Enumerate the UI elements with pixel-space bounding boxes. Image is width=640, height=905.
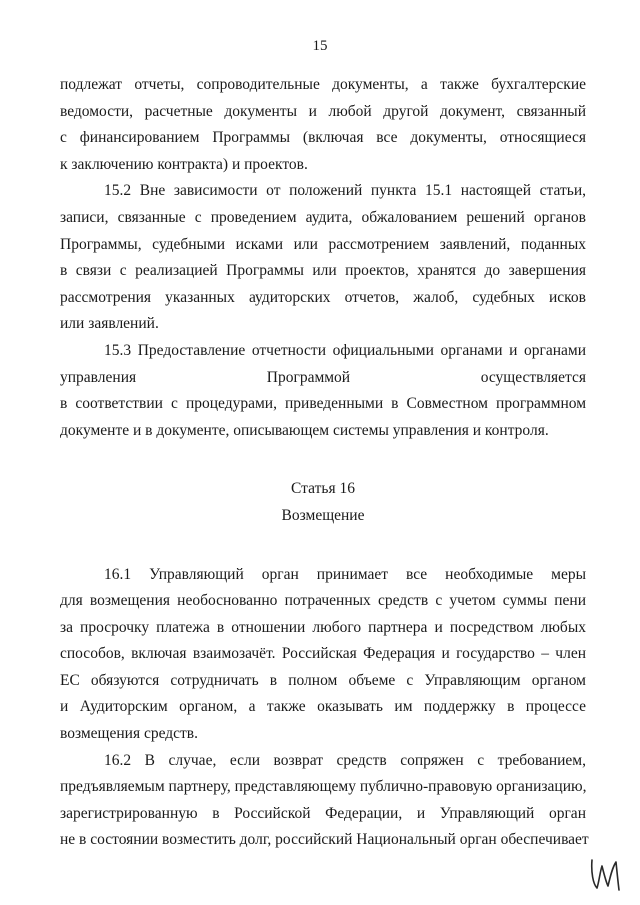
- text-line: 16.1 Управляющий орган принимает все необходимые меры: [104, 565, 586, 583]
- text-line: ведомости, расчетные документы и любой другой документ, связанный: [60, 102, 586, 120]
- text-line: или заявлений.: [60, 315, 159, 333]
- article-title: Возмещение: [281, 506, 365, 524]
- text-line: документе и в документе, описывающем системы управления и контроля.: [60, 421, 549, 439]
- text-line: к заключению контракта) и проектов.: [60, 155, 308, 173]
- paragraph-15-1-continuation: [60, 72, 586, 178]
- text-line: возмещения средств.: [60, 725, 199, 743]
- text-line: в связи с реализацией Программы или проектов, хранятся до завершения: [60, 262, 586, 280]
- text-line: подлежат отчеты, сопроводительные документы, а также бухгалтерские: [60, 76, 586, 93]
- text-line: зарегистрированную в Российской Федерации, и Управляющий орган: [60, 804, 586, 822]
- text-line: за просрочку платежа в отношении любого партнера и посредством любых: [60, 618, 586, 636]
- text-line: и Аудиторским органом, а также оказывать им поддержку в процессе: [60, 698, 586, 716]
- text-line: способов, включая взаимозачёт. Российская Федерация и государство – член: [60, 645, 586, 663]
- text-line: предъявляемым партнеру, представляющему публично-правовую организацию,: [60, 778, 587, 796]
- text-line: в соответствии с процедурами, приведенными в Совместном программном: [60, 395, 586, 413]
- text-line: для возмещения необоснованно потраченных средств с учетом суммы пени: [60, 592, 586, 610]
- text-line: 16.2 В случае, если возврат средств сопряжен с требованием,: [104, 751, 586, 769]
- text-line: с финансированием Программы (включая все документы, относящиеся: [60, 129, 586, 147]
- handwritten-initials-icon: [588, 852, 622, 892]
- paragraph-15-3: [60, 338, 586, 444]
- text-line: 15.3 Предоставление отчетности официальными органами и органами: [104, 341, 586, 359]
- text-line: не в состоянии возместить долг, российский Национальный орган обеспечивает: [60, 831, 589, 849]
- paragraph-16-1: [60, 562, 586, 748]
- text-line: Программы, судебными исками или рассмотрением заявлений, поданных: [60, 235, 586, 253]
- paragraph-15-2: [60, 178, 586, 338]
- document-body: [60, 72, 589, 854]
- text-line: рассмотрения указанных аудиторских отчетов, жалоб, судебных исков: [60, 288, 586, 306]
- article-number: Статья 16: [291, 480, 355, 498]
- page-number: 15: [312, 38, 328, 54]
- text-line: записи, связанные с проведением аудита, обжалованием решений органов: [60, 208, 586, 226]
- text-line: 15.2 Вне зависимости от положений пункта 15.1 настоящей статьи,: [104, 182, 586, 200]
- paragraph-16-2: [60, 748, 589, 854]
- text-line: ЕС обязуются сотрудничать в полном объеме с Управляющим органом: [60, 671, 586, 689]
- text-line: управления Программой осуществляется: [60, 368, 586, 386]
